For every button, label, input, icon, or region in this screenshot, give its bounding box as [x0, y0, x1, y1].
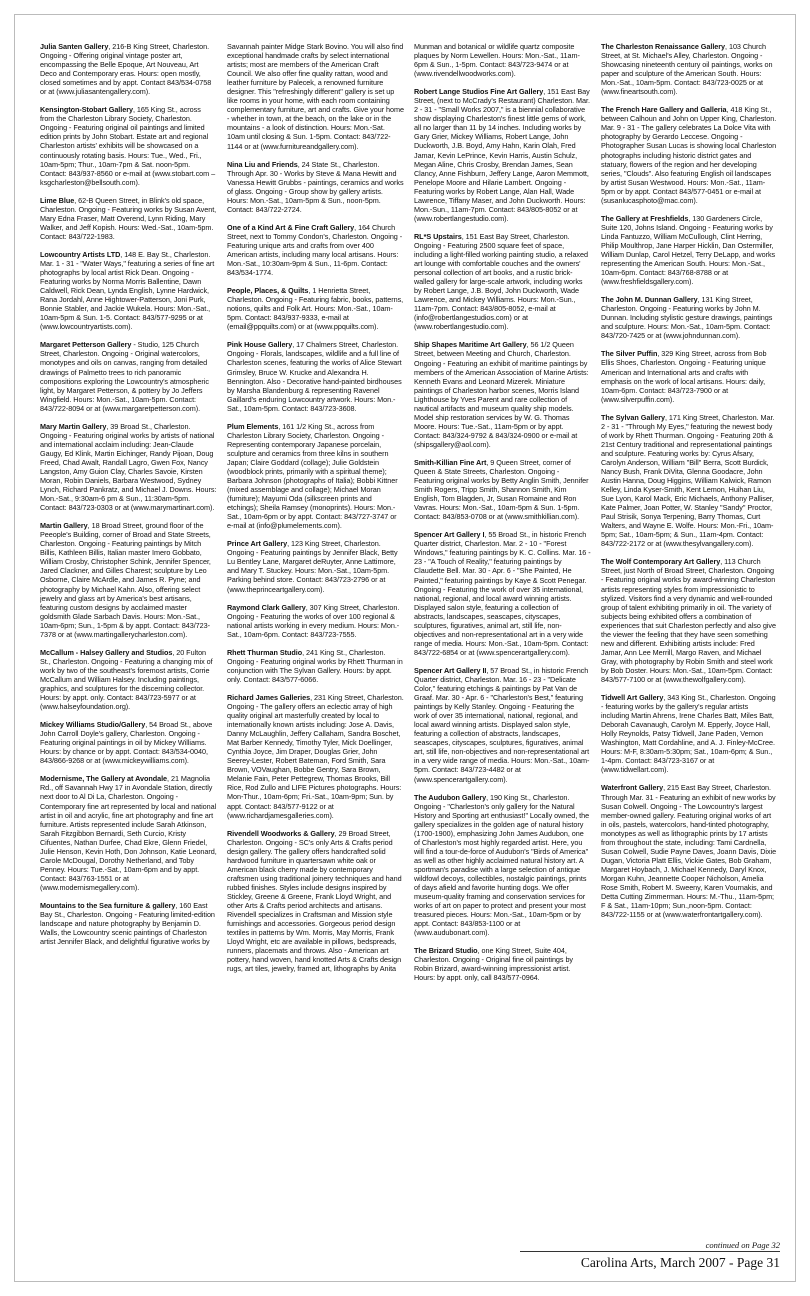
gallery-name: Kensington-Stobart Gallery	[40, 105, 133, 115]
gallery-listing	[601, 783, 778, 919]
gallery-description: , 231 King Street, Charleston. Ongoing - The gallery offers an eclectic array of high quality original art masterfully created by local to internationally known artists including: Jose A. Davis, Danny McLaughlin, Jeffery Callaham, Sandra Boschet, Mat Barber Kennedy, Timothy Tyler, Mick Doellinger, Cynthia Joyce, Jim Draper, Douglas Grier, John Seerey-Lester, Robert Bateman, Ford Smith, Sara Brown, VOVaughan, Bobbe Gentry, Sara Brown, Melanie Fain, Peter Pettegrew, Thomas Brooks, Bill Rice, Rod Zullo and LIFE Pictures photographs. Hours: Mon-Thur., 10am-6pm; Fri.-Sat., 10am-9pm; Sun. by appt. Contact: 843/577-9122 or at (www.richardjamesgalleries.com).	[227, 692, 404, 820]
gallery-description: , 55 Broad St., in historic French Quarter district, Charleston. Mar. 2 - 10 - "Forest Windows," featuring paintings by K. C. Collins. Mar. 16 - 23 - "A Touch of Reality," featuring paintings by Claudette Bell. Mar. 30 - Apr. 6 - "She Painted, He Painted," featuring paintings by Kaye & Scott Penegar. Ongoing - Featuring the work of over 35 international, national, regional, and local award winning artists. Displayed salon style, featuring a collection of abstracts, landscapes, seascapes, cityscapes, sculptures, figuratives, animal art, still life, non-objectives and non-representational art in a very wide range of media. Hours: Mon.-Sat., 10am-5pm. Contact: 843/722-6854 or at (www.spencerartgallery.com).	[414, 530, 591, 657]
gallery-description: , 54 Broad St., above John Carroll Doyle's gallery, Charleston. Ongoing - Featuring original paintings in oil by Mickey Williams. Hours: by chance or by appt. Contact: 843/534-0040, 843/866-9268 or at (www.mickeywilliams.com).	[40, 720, 213, 766]
gallery-name: Mickey Williams Studio/Gallery	[40, 720, 146, 730]
gallery-name: Lime Blue	[40, 195, 75, 205]
gallery-description: , 29 Broad Street, Charleston. Ongoing - SC's only Arts & Crafts period design gallery. The gallery offers handcrafted solid hardwood furniture in quartersawn white oak or American black cherry made by contemporary craftsmen using traditional joinery techniques and hand rubbed finishes. Styles include designs inspired by Stickley, Greene & Greene, Frank Lloyd Wright, and other Arts & Crafts period architects and artisans. Rivendell specializes in Craftsman and Mission style furnishings and accessories. Gorgeous period design textiles in patterns by Wm. Morris, May Morris, Frank Lloyd Wright, etc are available in pillows, bedspreads, runners, placemats and throws. Also - American art pottery, hand woven, hand knotted Arts & Crafts design rugs, art tiles, jewelry, framed art, lithographs by Anita	[227, 828, 402, 974]
gallery-listing	[40, 105, 217, 186]
gallery-listing	[601, 557, 778, 684]
gallery-name: Raymond Clark Gallery	[227, 602, 306, 612]
gallery-listing	[601, 105, 778, 205]
gallery-listing	[227, 223, 404, 277]
gallery-listing	[227, 693, 404, 820]
gallery-listing	[227, 829, 404, 974]
gallery-description: , 56 1/2 Queen Street, between Meeting and Church, Charleston. Ongoing - Featuring an exhibit of maritime paintings by members of the American Association of Marine Artists: Kenneth Evans and Leonard Mizerek. Miniature paintings of Charleston harbor scenes, Morris Island Lighthouse by Yves Parent and rare collection of nautical artifacts and museum quality ship models. Model ship restoration services by W. G. Thomas Moore. Hours: Tue.-Sat., 11am-5pm or by appt. Contact: 843/324-9792 & 843/324-0900 or e-mail at (shipsgallery@aol.com).	[414, 340, 589, 449]
gallery-description: , 161 1/2 King St., across from Charleston Library Society, Charleston. Ongoing - Representing contemporary Japanese porcelain, sculpture and ceramics from three kilns in southern Japan; Claire Goddard (collage); Julie Goldstein (woodblock prints, primarily with a spiritual theme); Barbara Johnson (photographs of Italia); Bobbi Kittner (mixed assemblage and collage); Michael Moran (furniture); Mayumi Oda (silkscreen prints and etchings); Sheila Ramsey (monoprints). Hours: Mon.-Sat., 10am-6pm or by appt. Contact: 843/727-3747 or e-mail at (info@plumelements.com).	[227, 421, 398, 531]
gallery-description: , 103 Church Street, at St. Michael's Alley, Charleston. Ongoing - Showcasing nineteenth century oil paintings, works on paper and sculpture of the American South. Hours: Mon.-Sat., 10am-5pm. Contact: 843/723-0025 or at (www.fineartsouth.com).	[601, 42, 773, 97]
gallery-name: Robert Lange Studios Fine Art Gallery	[414, 87, 544, 97]
gallery-description: , 1 Henrietta Street, Charleston. Ongoing - Featuring fabric, books, patterns, notions, quilts and Folk Art. Hours: Mon.-Sat., 10am-5pm. Contact: 843/937-9333, e-mail at (email@ppquilts.com) or at (www.ppquilts.com).	[227, 286, 404, 332]
gallery-description: , 418 King St., between Calhoun and John on Upper King, Charleston. Mar. 9 - 31 - The gallery celebrates La Dolce Vita with photography by Gerardo Leccese. Ongoing - Photographer Susan Lucas is showing local Charleston photographs including historic district gates and statuary, flowers of the region and her developing series, "Clouds". Also featuring English oil landscapes by artist Susan Westwood. Hours: Mon.-Sat., 11am-5pm or by appt. Contact 843/577-0451 or e-mail at (susanlucasphoto@mac.com).	[601, 105, 777, 205]
gallery-name: The John M. Dunnan Gallery	[601, 295, 698, 305]
gallery-listing	[227, 286, 404, 331]
gallery-description: , 17 Chalmers Street, Charleston. Ongoing - Florals, landscapes, wildlife and a full line of Charleston scenes, featuring the works of Alice Stewart Grimsley, Bruce W. Krucke and Alexandra H. Bennington. Also - Decorative hand-painted birdhouses by Marsha Blandenburg & representing Ravenel Gaillard's enduring Lowcountry artwork. Hours: Mon.-Sat., 10am-5pm. Contact: 843/723-3608.	[227, 340, 402, 413]
gallery-name: Waterfront Gallery	[601, 783, 664, 793]
listing-column-4	[601, 42, 778, 1252]
gallery-listing	[40, 720, 217, 765]
gallery-name: The Sylvan Gallery	[601, 412, 665, 422]
gallery-description: , 241 King St., Charleston. Ongoing - Featuring original works by Rhett Thurman in conjunction with The Sylvan Gallery. Hours: by appt. only. Contact: 843/577-6066.	[227, 647, 403, 684]
gallery-name: Richard James Galleries	[227, 692, 311, 702]
gallery-description: , 190 King St., Charleston. Ongoing - "Charleston's only gallery for the Natural History and Sporting art enthusiast!" Locally owned, the gallery specializes in the golden age of natural history (1700-1900), emphasizing John James Audubon, one of Charleston's most highly regarded artist. Here, you will find a tour-de-force of Audubon's "Birds of America" as well as other highly acclaimed natural history art. A sportman's paradise with a large selection of antique wildfowl decoys, collectibles, nostalgic paintings, prints of days afield and favorite hunting dogs. We offer museum-quality framing and conservation services for works of art on paper to protect and present your most treasured pieces. Hours: Mon.-Sat., 10am-5pm or by appt. Contact: 843/853-1100 or at (www.audubonart.com).	[414, 792, 590, 938]
gallery-name: RL*S Upstairs	[414, 231, 462, 241]
gallery-name: The French Hare Gallery and Galleria	[601, 105, 727, 115]
gallery-description: , 18 Broad Street, ground floor of the Peeople's Building, corner of Broad and State Streets, Charleston. Ongoing - Featuring paintings by Mitch Billis, Kathleen Billis, Italian master Imero Gobbato, William Crosby, Christopher Schink, Jennifer Spencer, Jared Clackner, and Gilles Charest; sculpture by Leo Osborne, Claire McArdle, and James R. Pyne; and photography by Michael Kahn. Also, offering select jewelry and glass art by America's best artisans, featuring custom designs by acclaimed master goldsmith Glade Sarbach Davis. Hours: Mon.-Sat., 10am-6pm; Sun., 1-5pm & by appt. Contact: 843/723-7378 or at (www.martingallerycharleston.com).	[40, 521, 211, 639]
gallery-description: , 39 Broad St., Charleston. Ongoing - Featuring original works by artists of national and international acclaim including: Jean-Claude Gaugy, Ed Klink, Martin Eichinger, Randy Pijoan, Doug Freed, Chad Awalt, Randall Lagro, Gwen Fox, Nancy Langston, Amy Guion Clay, Charles Savoie, Kirsten Moran, Robin Daniels, Barbara Westwood, Sydney Lynch, Richard Pankratz, and Michael J. Downs. Hours: Mon.-Sat., 9:30am-6 pm & Sun., 11:30am-5pm. Contact: 843/723-0303 or at (www.marymartinart.com).	[40, 421, 217, 513]
gallery-description: , 160 East Bay St., Charleston. Ongoing - Featuring limited-edition landscape and nature photography by Benjamin D. Walls, the Lowcountry scenic paintings of Charleston artist Jennifer Black, and delightful figurative works by	[40, 900, 215, 947]
gallery-description: , 216-B King Street, Charleston. Ongoing - Offering original vintage poster art, encompassing the Belle Epoque, Art Nouveau, Art Deco and Contemporary eras. Hours: open mostly, closed sometimes and by appt. Contact 843/534-0758 or at (www.juliasantengallery.com).	[40, 42, 212, 97]
gallery-name: Modernisme, The Gallery at Avondale	[40, 774, 168, 784]
gallery-name: The Charleston Renaissance Gallery	[601, 42, 726, 51]
gallery-listing	[414, 793, 591, 938]
gallery-listing	[414, 946, 591, 982]
gallery-description: , 24 State St., Charleston. Through Apr. 30 - Works by Steve & Mana Hewitt and Vanessa Hewitt Grubbs - paintings, ceramics and works of glass. Ongoing - Group show by gallery artists. Hours: Mon.-Sat., 10am-5pm & Sun., noon-5pm. Contact: 843/722-2724.	[227, 159, 404, 214]
gallery-name: Tidwell Art Gallery	[601, 693, 664, 703]
gallery-listing	[601, 693, 778, 774]
gallery-description: , 165 King St., across from the Charleston Library Society, Charleston. Ongoing - Featuring original oil paintings and limited edition prints by John Stobart. Estate art and regional Charleston artists' exhibits will be showcased on a continuously rotating basis. Hours: Tue., Wed., Fri., 10am-5pm; Thur., 10am-7pm & Sat. noon-5pm. Contact: 843/937-8560 or e-mail at (www.stobart.com – ksgcharleston@bellsouth.com).	[40, 105, 216, 187]
gallery-description: , 20 Fulton St., Charleston. Ongoing - Featuring a changing mix of work by two of the southeast's foremost artists, Corrie McCallum and William Halsey. Including paintings, graphics, and sculptures for the discerning collector. Hours: by appt. only. Contact: 843/723-5977 or at (www.halseyfoundation.org).	[40, 647, 213, 712]
gallery-name: The Gallery at Freshfields	[601, 213, 689, 223]
gallery-description: , 9 Queen Street, corner of Queen & State Streets, Charleston. Ongoing - Featuring original works by Betty Anglin Smith, Jennifer Smith Rogers, Tripp Smith, Shannon Smith, Kim English, Tom Blagden, Jr, Susan Romaine and Ron Vavras. Hours: Mon.-Sat., 10am-5pm & Sun. 1-5pm. Contact: 843/853-0708 or at (www.smithkillian.com).	[414, 457, 589, 522]
gallery-name: Lowcountry Artists LTD	[40, 249, 121, 259]
gallery-description: , 130 Gardeners Circle, Suite 120, Johns Island. Ongoing - Featuring works by Linda Fantuzzo, William McCullough, Clint Herring, Philip Moulthrop, Jane Harper Hicklin, Dan Ostermiller, William Dunlap, Carol Hetzel, Terry DeLapp, and works representing the American South. Hours: Mon.-Sat., 10am-6pm. Contact: 843/768-8788 or at (www.freshfieldsgallery.com).	[601, 213, 776, 287]
gallery-listing	[601, 349, 778, 403]
gallery-name: Plum Elements	[227, 421, 279, 431]
gallery-description: , 151 East Bay Street, (next to McCrady's Restaurant) Charleston. Mar. 2 - 31 - "Small Works 2007," is a biennial collaborative show displaying Charleston's finest little gems of work, all no larger than 11 by 14 inches. Including works by Gary Grier, Mickey Williams, Robert Lange, John Duckworth, J.B. Boyd, Amy Hahn, Karin Olah, Fred Jamar, Kevin LePrince, Kevin Harris, Austin Schulz, Megan Aline, Chris Crosby, Brendan James, Sean Clancy, Anne Fishburn, Jeffery Lange, Aaron Memmott, Penelope Moore and Hilarie Lambert. Ongoing - Featuring works by Robert Lange, Alan Hall, Wade Lawrence, Tiffany Maser, and John Duckworth. Hours: Mon.-Sun., 11am-7pm. Contact: 843/805-8052 or at (www.robertlangestudio.com).	[414, 87, 590, 223]
gallery-listing	[227, 160, 404, 214]
gallery-name: Martin Gallery	[40, 521, 88, 531]
listings-columns	[40, 42, 780, 1252]
gallery-listing	[40, 521, 217, 639]
gallery-listing	[40, 196, 217, 241]
listing-column-2	[227, 42, 404, 1252]
gallery-name: Rhett Thurman Studio	[227, 647, 303, 657]
gallery-listing	[227, 603, 404, 639]
gallery-listing	[414, 232, 591, 332]
gallery-listing	[227, 42, 404, 151]
gallery-listing	[601, 295, 778, 340]
gallery-description: , 21 Magnolia Rd., off Savannah Hwy 17 in Avondale Station, directly next door to Al Di La, Charleston. Ongoing - Contemporary fine art represented by local and national artist in oil and acrylic, fine art photography and fine art furniture. Artists represented include Sarah Atkinson, Sarah Fitzgibbon Bernardi, Seth Curcio, Kristy Cifuentes, Nathan Durfee, Chad Ekre, Glenn Friedel, Julie Henson, Kevin Hoth, Don Johnson, Katie Leonard, Carole McDougal, Dorothy Netherland, and Toby Penney. Hours: Tue.-Sat., 10am-6pm and by appt. Contact: 843/763-1551 or at (www.modernismegallery.com).	[40, 774, 217, 892]
gallery-name: McCallum - Halsey Gallery and Studios	[40, 647, 173, 657]
gallery-listing	[601, 214, 778, 286]
gallery-listing	[414, 87, 591, 223]
gallery-description: , 123 King Street, Charleston. Ongoing - Featuring paintings by Jennifer Black, Betty Lu Bentley Lane, Margaret deRuyter, Anne Lattimore, and Mary T. Stuckey. Hours: Mon.-Sat., 10am-5pm. Parking behind store. Contact: 843/723-2796 or at (www.theprinceartgallery.com).	[227, 539, 398, 594]
gallery-name: Mountains to the Sea furniture & gallery	[40, 900, 176, 910]
gallery-listing	[414, 42, 591, 78]
gallery-description: , 62-B Queen Street, in Blink's old space, Charleston. Ongoing - Featuring works by Susan Avent, Mary Edna Fraser, Matt Overend, Lynn Riding, Mary Walker, and Jeff Kopish. Hours: Wed.-Sat., 10am-5pm. Contact: 843/722-1983.	[40, 195, 217, 241]
gallery-listing	[601, 42, 778, 96]
listing-column-3	[414, 42, 591, 1252]
gallery-description: , 164 Church Street, next to Tommy Condon's, Charleston. Ongoing - Featuring unique arts and crafts from over 400 American artists, including many local artisans. Hours: Mon.-Sat., 10:30am-9pm & Sun., 11-6pm. Contact: 843/534-1774.	[227, 222, 403, 278]
gallery-name: The Audubon Gallery	[414, 792, 487, 802]
gallery-listing	[40, 340, 217, 412]
gallery-name: Julia Santen Gallery	[40, 42, 109, 51]
gallery-listing	[227, 539, 404, 593]
gallery-name: Ship Shapes Maritime Art Gallery	[414, 340, 527, 350]
continued-note: continued on Page 32	[705, 1240, 780, 1250]
gallery-listing	[40, 901, 217, 946]
gallery-listing	[414, 530, 591, 657]
gallery-name: Margaret Petterson Gallery	[40, 340, 132, 350]
page-masthead: Carolina Arts, March 2007 - Page 31	[520, 1251, 780, 1271]
gallery-description: , 307 King Street, Charleston. Ongoing - Featuring the works of over 100 regional & national artists working in every medium. Hours: Mon.-Sat., 10am-6pm. Contact: 843/723-7555.	[227, 602, 400, 639]
gallery-listing	[40, 250, 217, 331]
gallery-description: , one King Street, Suite 404, Charleston. Ongoing - Original fine oil paintings by Robin Brizard, award-winning impressionist artist. Hours: by appt. only, call 843/577-0964.	[414, 946, 574, 983]
gallery-name: The Wolf Contemporary Art Gallery	[601, 557, 721, 567]
gallery-name: Rivendell Woodworks & Gallery	[227, 828, 335, 838]
gallery-listing	[414, 458, 591, 521]
gallery-name: Spencer Art Gallery II	[414, 665, 487, 675]
gallery-description: , 171 King Street, Charleston. Mar. 2 - 31 - "Through My Eyes," featuring the newest body of work by Rhett Thurman. Ongoing - Featuring 20th & 21st Century traditional and representational paintings and sculpture. Featuring works by: Cyrus Afsary, Carolyn Anderson, William "Bill" Berra, Scott Burdick, Nancy Bush, Frank DiVita, Glenna Goodacre, John Austin Hanna, Doug Higgins, William Kalwick, Ramon Kelley, Linda Kyser-Smith, Kent Lemon, Huihan Liu, Sue Lyon, Karol Mack, Eric Michaels, Anthony Palliser, Kate Palmer, Joan Potter, W. Stanley "Sandy" Proctor, Paul Strisik, Sonya Terpening, Barry Thomas, Curt Walters, and Wayne E. Wolfe. Hours: Mon.-Fri., 10am-5pm; Sat., 10am-5pm; & Sun., 11am-4pm. Contact: 843/722-2172 or at (www.thesylvangallery.com).	[601, 412, 775, 549]
gallery-listing	[414, 340, 591, 449]
gallery-listing	[40, 42, 217, 96]
gallery-name: People, Places, & Quilts	[227, 286, 309, 296]
listing-column-1	[40, 42, 217, 1252]
gallery-name: Mary Martin Gallery	[40, 421, 107, 431]
gallery-description: , 148 E. Bay St., Charleston. Mar. 1 - 31 - "Water Ways," featuring a series of fine art photographs by local artist Rick Dean. Ongoing - Featuring works by Norma Morris Ballentine, Dawn Caldwell, Rick Dean, Lynda English, Lynne Hardwick, Rana Jordahl, Anne Hightower-Patterson, Joni Purk, Bonnie Stabler, and Jackie Wukela. Hours: Mon.-Sat., 10am-5pm & Sun. 1-5. Contact: 843/577-9295 or at (www.lowcountryartists.com).	[40, 249, 215, 332]
gallery-description: Munman and botanical or wildlife quartz composite plaques by Norm Lewellen. Hours: Mon.-Sat., 11am-6pm & Sun., 1-5pm. Contact: 843/723-9474 or at (www.rivendellwoodworks.com).	[414, 42, 580, 79]
gallery-name: Pink House Gallery	[227, 340, 293, 350]
gallery-description: Savannah painter Midge Stark Bovino. You will also find exceptional handmade crafts by select international artists; most are members of the American Craft Council. We also offer fine quality rattan, wood and leather furniture by Palecek, a renowned furniture designer. This "refreshingly different" gallery is set up like rooms in your home, with each room containing complementary furniture, art and crafts. Give your home - whether in town, at the beach, on the lake or in the mountains - a look of distinction. Hours: Mon.-Sat. 10am until closing & Sun. 1-5pm. Contact: 843/722-1144 or at (www.furnitureandgallery.com).	[227, 42, 404, 151]
gallery-description: , 57 Broad St., in historic French Quarter district, Charleston. Mar. 16 - 23 - "Delicate Color," featuring etchings & paintings by Pat Van de Graaf. Mar. 30 - Apr. 6 - "Charleston's Best," featuring paintings by Kelly Stanley. Ongoing - Featuring the work of over 35 international, national, regional, and local award winning artists. Displayed salon style, featuring a collection of abstracts, landscapes, seascapes, cityscapes, sculptures, figuratives, animal art, still life, non-objectives and non-representational art in a very wide range of media. Hours: Mon.-Sat., 10am-5pm. Contact: 843/723-4482 or at (www.spencerartgallery.com).	[414, 665, 590, 784]
gallery-description: , 329 King Street, across from Bob Ellis Shoes, Charleston. Ongoing - Featuring unique American and International arts and crafts with emphasis on the work of local artisans. Hours: daily, 10am-6pm. Contact: 843/723-7900 or at (www.silverpuffin.com).	[601, 349, 767, 404]
gallery-listing	[40, 774, 217, 892]
gallery-description: - Studio, 125 Church Street, Charleston. Ongoing - Original watercolors, monotypes and oils on canvas, ranging from detailed drawings of Palmetto trees to rich panoramic compositions exploring the Lowcountry's atmospheric light, by Margaret Petterson, & pottery by Jo Jeffers Wingfield. Hours: Mon.-Sat., 10am-5pm. Contact: 843/722-8094 or at (www.margaretpetterson.com).	[40, 340, 209, 413]
gallery-listing	[40, 648, 217, 711]
gallery-name: Prince Art Gallery	[227, 539, 288, 549]
gallery-name: Spencer Art Gallery I	[414, 530, 485, 540]
gallery-name: The Brizard Studio	[414, 946, 478, 956]
gallery-description: , 215 East Bay Street, Charleston. Through Mar. 31 - Featuring an exhibit of new works by Susan Colwell. Ongoing - The Lowcountry's largest member-owned gallery. Featuring original works of art in oils, pastels, watercolors, hand-tinted photography, monotypes as well as lithographic prints by 17 artists from throughout the state, including: Tami Cardnella, Susan Colwell, Sudie Payne Daves, Joann Davis, Dixie Dugan, Victoria Platt Ellis, Vickie Gates, Bob Graham, Margaret Hoybach, J. Michael Kennedy, Daryl Knox, Morgan Kuhn, Jeannette Cooper Nicholson, Amelia Rose Smith, Robert M. Sweeny, Karen Vournakis, and Detta Cutting Zimmerman. Hours: M.-Thu., 11am-5pm; F & Sat., 11am-10pm; Sun.,noon-5pm. Contact: 843/722-1155 or at (www.waterfrontartgallery.com).	[601, 783, 777, 920]
gallery-name: Smith-Killian Fine Art	[414, 457, 487, 467]
gallery-description: , 151 East Bay Street, Charleston. Ongoing - Featuring 2500 square feet of space, including a light-filled working painting studio, a relaxed art lounge with comfortable couches and the owners' personal collection of art books, and a rustic brick-walled gallery for large-scale artwork, including works by Robert Lange, J.B. Boyd, John Duckworth, Wade Lawrence, and Mickey Williams. Hours: Mon.-Sun., 11am-7pm. Contact: 843/805-8052, e-mail at (info@robertlangestudios.com) or at (www.robertlangestudio.com).	[414, 231, 588, 332]
gallery-name: One of a Kind Art & Fine Craft Gallery	[227, 222, 355, 232]
gallery-listing	[227, 648, 404, 684]
gallery-listing	[227, 340, 404, 412]
gallery-listing	[414, 666, 591, 784]
gallery-name: Nina Liu and Friends	[227, 159, 298, 169]
gallery-listing	[227, 422, 404, 531]
page-footer	[520, 1240, 780, 1271]
gallery-description: , 113 Church Street, just North of Broad Street, Charleston. Ongoing - Featuring original works by award-winning Charleston artists representing styles from impressionistic to stylized. Visitors find a very dynamic and well-rounded group of talent exhibiting primarily in oil. The variety of subjects being exhibited offers a combination of experiences that suit Charleston perfectly and also give the viewer the feeling that they have seen something new and different. Exhibiting artists include: Fred Jamar, Ann Lee Merrill, Margo Raven, and Michael Gray, with photography by Robin Smith and steel work by Bob Doster. Hours: Mon.-Sat., 10am-5pm. Contact: 843/577-7100 or at (www.thewolfgallery.com).	[601, 557, 776, 684]
gallery-listing	[40, 422, 217, 512]
gallery-listing	[601, 413, 778, 549]
gallery-name: The Silver Puffin	[601, 349, 658, 359]
gallery-description: , 131 King Street, Charleston. Ongoing - Featuring works by John M. Dunnan. Including stylistic gesture drawings, paintings and sculpture. Hours: Mon.-Sat., 10am-5pm. Contact: 843/720-7425 or at (www.johndunnan.com).	[601, 295, 773, 341]
gallery-description: , 343 King St., Charleston. Ongoing - featuring works by the gallery's regular artists including Martin Ahrens, Irene Charles Batt, Miles Batt, Deborah Cavanaugh, Carolyn M. Epperly, Joyce Hall, Holly Reynolds, Patsy Tidwell, Jane Paden, Vernon Washington, Matt Cordahline, and A. J. Finley-McCree. Hours: M-F, 8:30am-5:30pm; Sat., 10am-6pm; & Sun., 1-4pm. Contact: 843/723-3167 or at (www.tidwellart.com).	[601, 693, 776, 775]
